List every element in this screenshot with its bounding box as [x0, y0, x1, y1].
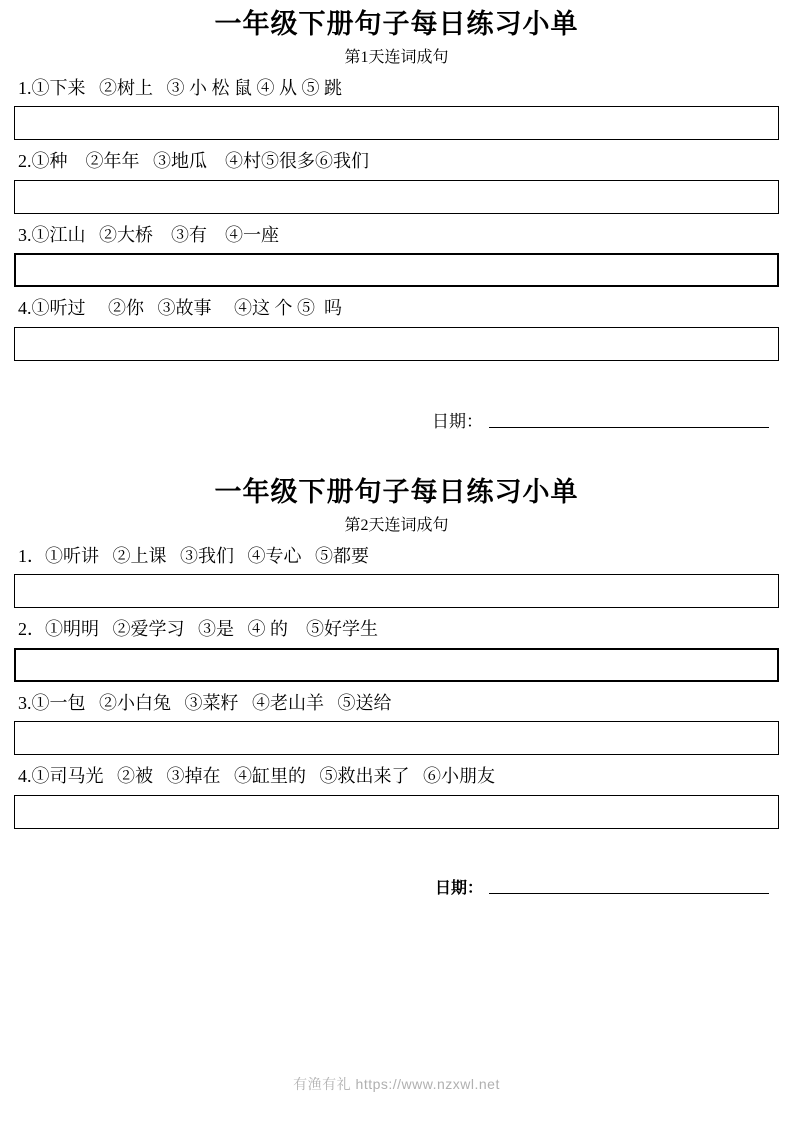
exercise-item: [14, 618, 779, 682]
exercise-prompt: 3.①江山 ②大桥 ③有 ④一座: [18, 224, 279, 245]
exercise-item: [14, 545, 779, 609]
answer-box[interactable]: [14, 574, 779, 608]
worksheet-subtitle: 第1天连词成句: [344, 48, 449, 66]
date-input-line[interactable]: [489, 426, 769, 428]
exercise-item: [14, 77, 779, 141]
answer-box[interactable]: [14, 648, 779, 682]
answer-box[interactable]: [14, 327, 779, 361]
exercise-prompt: 2．①明明 ②爱学习 ③是 ④ 的 ⑤好学生: [18, 619, 378, 640]
exercise-item: [14, 765, 779, 829]
date-row: [14, 407, 779, 432]
exercise-prompt: 4.①司马光 ②被 ③掉在 ④缸里的 ⑤救出来了 ⑥小朋友: [18, 766, 495, 787]
worksheet-subtitle: 第2天连词成句: [344, 516, 449, 534]
page-title: 一年级下册句子每日练习小单: [214, 476, 579, 507]
exercise-item: [14, 224, 779, 288]
exercise-item: [14, 692, 779, 756]
exercise-item: [14, 297, 779, 361]
answer-box[interactable]: [14, 253, 779, 287]
date-input-line[interactable]: [489, 892, 769, 894]
page-title: 一年级下册句子每日练习小单: [214, 9, 579, 39]
date-label: 日期：: [434, 879, 483, 897]
answer-box[interactable]: [14, 106, 779, 140]
answer-box[interactable]: [14, 180, 779, 214]
exercise-item: [14, 150, 779, 214]
exercise-prompt: 3.①一包 ②小白兔 ③菜籽 ④老山羊 ⑤送给: [18, 692, 392, 713]
date-row: [14, 875, 779, 898]
exercise-prompt: 2.①种 ②年年 ③地瓜 ④村⑤很多⑥我们: [18, 151, 369, 172]
date-label: 日期：: [432, 411, 483, 431]
answer-box[interactable]: [14, 795, 779, 829]
section-spacer: [14, 432, 779, 476]
worksheet-day-2: [14, 476, 779, 898]
answer-box[interactable]: [14, 721, 779, 755]
worksheet-day-1: [14, 8, 779, 432]
exercise-prompt: 4.①听过 ②你 ③故事 ④这 个 ⑤ 吗: [18, 298, 342, 319]
exercise-prompt: 1.①下来 ②树上 ③ 小 松 鼠 ④ 从 ⑤ 跳: [18, 77, 342, 98]
footer-watermark: 有渔有礼 https://www.nzxwl.net: [293, 1076, 500, 1092]
exercise-prompt: 1．①听讲 ②上课 ③我们 ④专心 ⑤都要: [18, 545, 369, 566]
